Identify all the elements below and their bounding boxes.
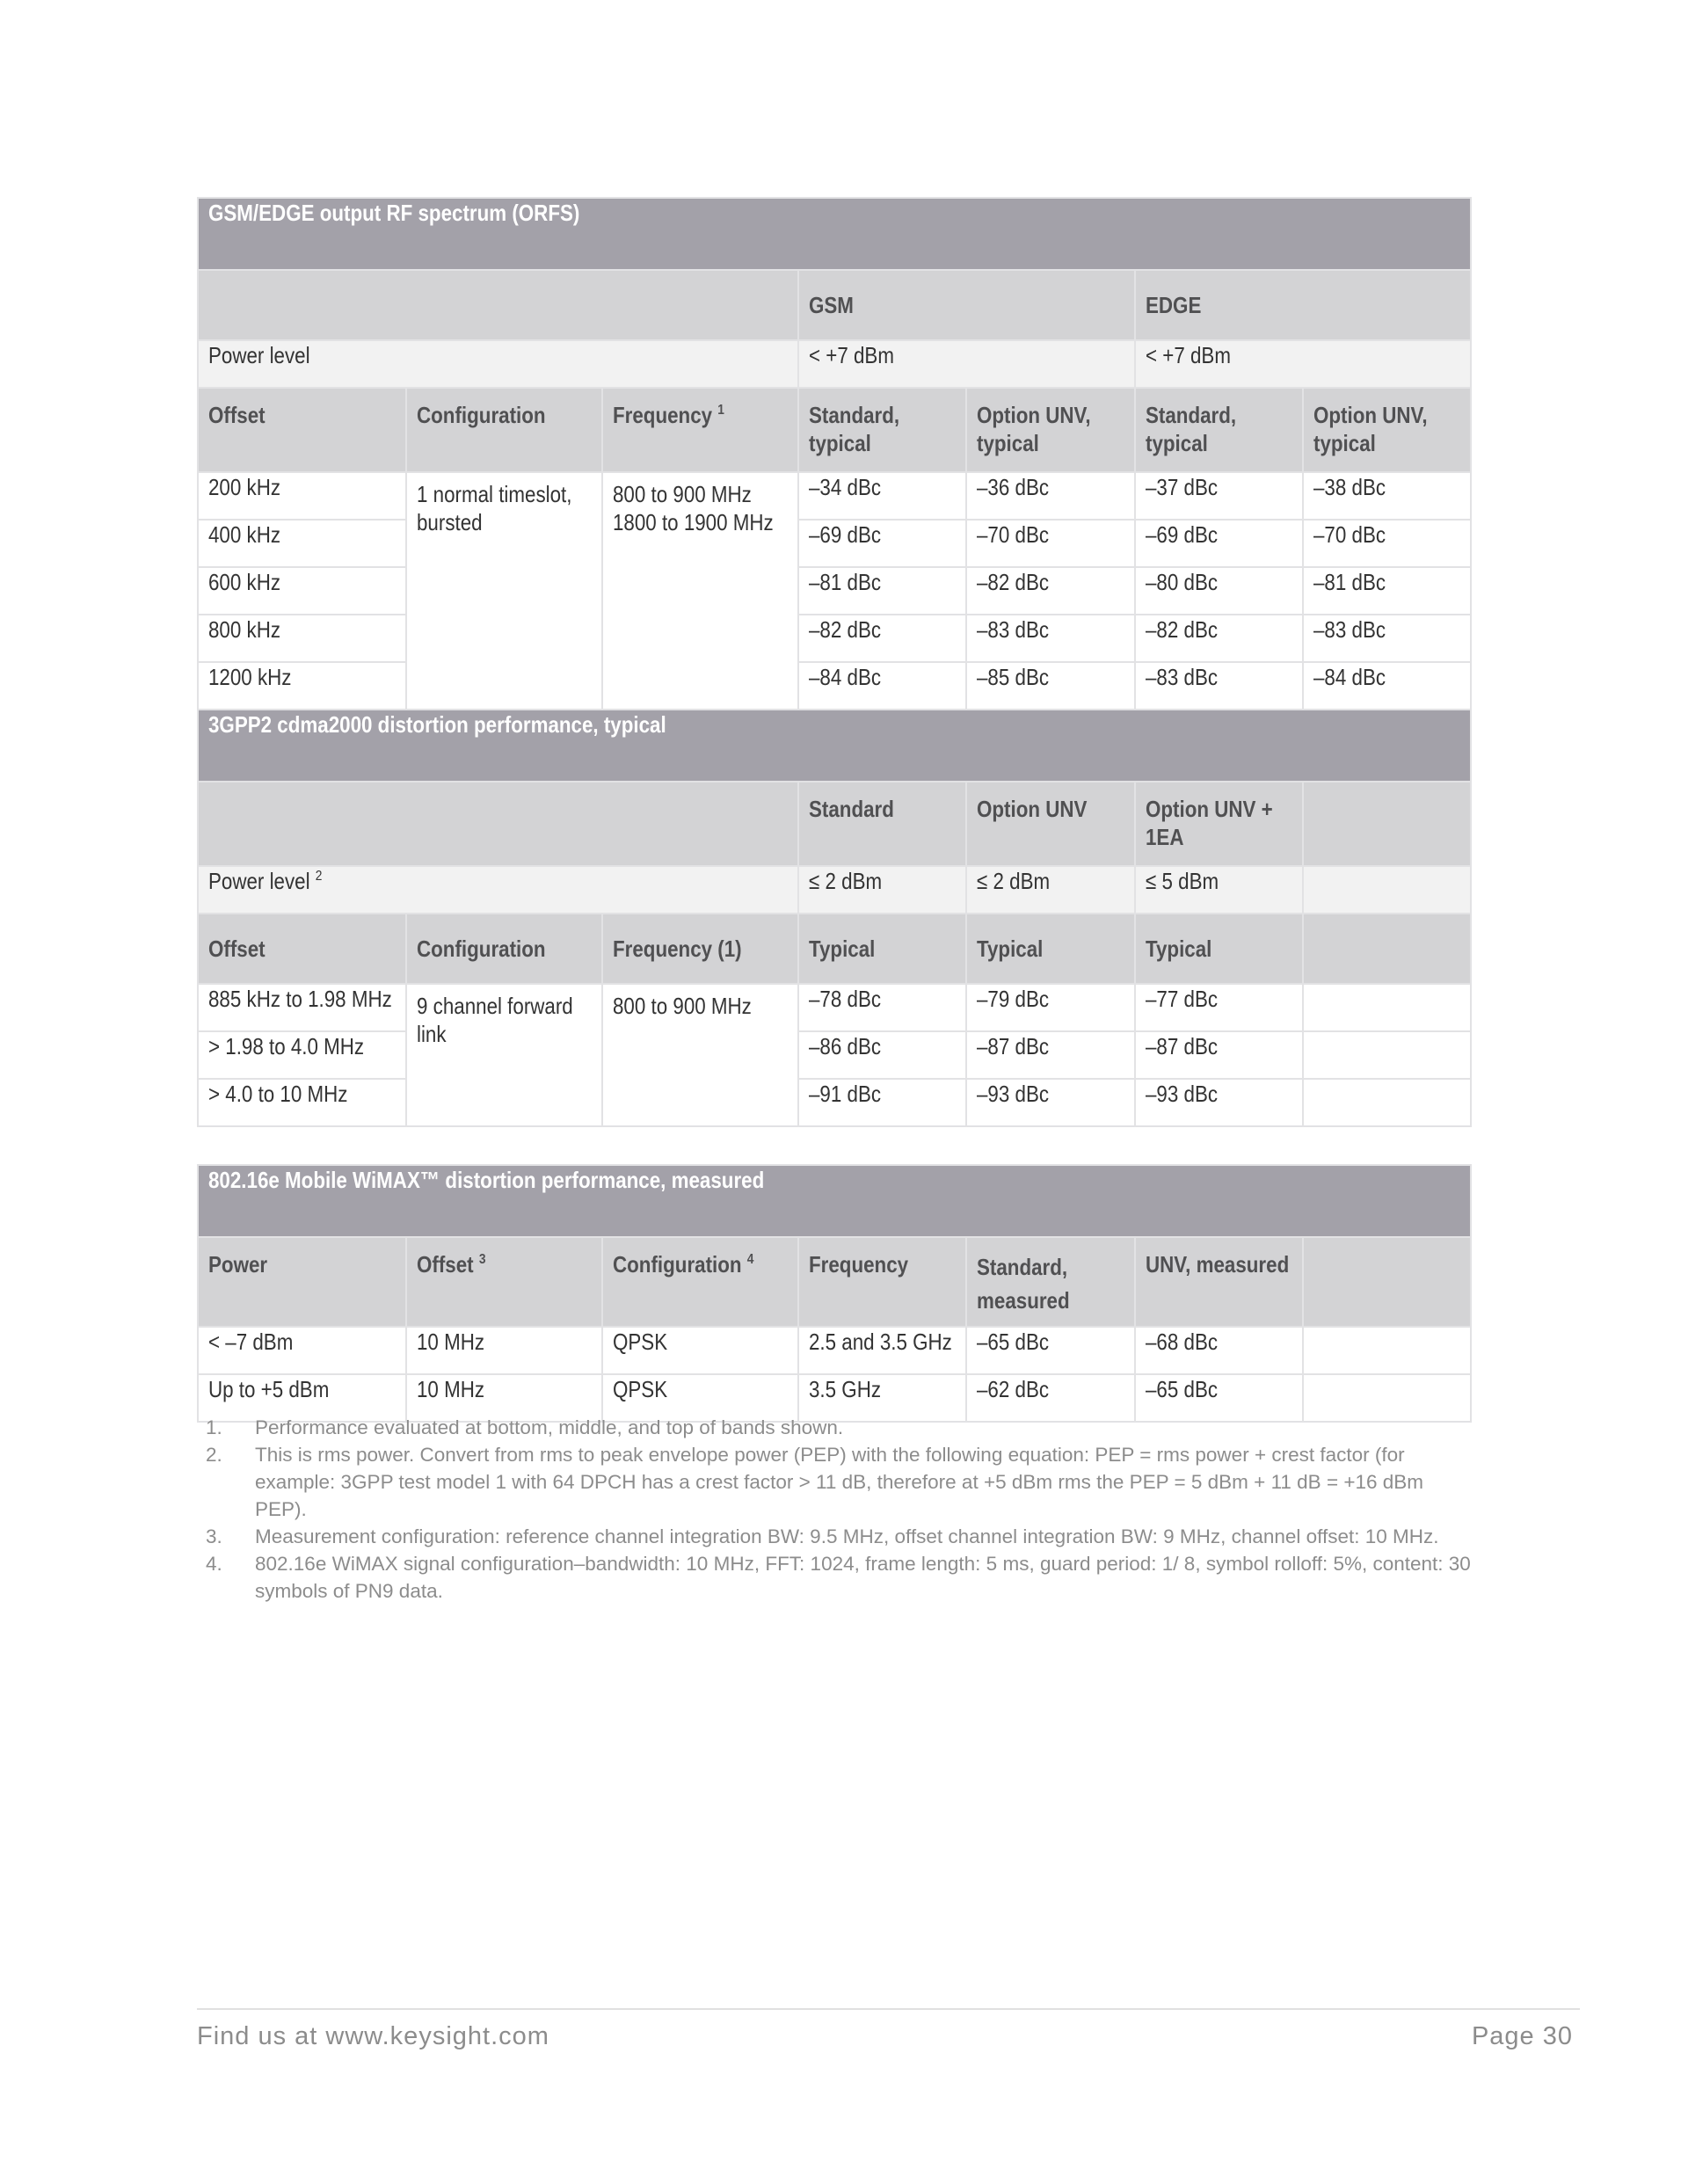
wimax-title-row — [198, 1165, 1471, 1237]
offset-cell: 885 kHz to 1.98 MHz — [208, 986, 392, 1012]
frequency-cell: 800 to 900 MHz 1800 to 1900 MHz — [613, 481, 774, 535]
wimax-spec-table — [197, 1164, 1472, 1423]
configuration-cell: 1 normal timeslot, bursted — [417, 481, 572, 535]
column-header: Standard, typical — [809, 402, 900, 456]
edge-group-header: EDGE — [1146, 292, 1202, 318]
gsm-table-title: GSM/EDGE output RF spectrum (ORFS) — [208, 200, 580, 226]
page-number: Page 30 — [1471, 2022, 1573, 2050]
value-cell: –81 dBc — [1313, 569, 1386, 595]
offset-cell: 400 kHz — [208, 521, 281, 548]
value-cell: –83 dBc — [977, 616, 1050, 643]
table-row — [198, 1031, 1471, 1079]
footnote-number: 3. — [206, 1525, 222, 1547]
value-cell: –34 dBc — [809, 474, 882, 500]
wimax-column-header-row — [198, 1237, 1471, 1327]
footnote-item — [197, 1414, 1481, 1441]
value-cell: –87 dBc — [1146, 1033, 1219, 1059]
column-header: Frequency — [809, 1251, 909, 1278]
footnote-ref: 2 — [315, 869, 323, 884]
gsm-power-row — [198, 340, 1471, 388]
configuration-cell: QPSK — [613, 1376, 668, 1402]
value-cell: –85 dBc — [977, 664, 1050, 690]
column-header: Frequency (1) — [613, 935, 742, 962]
footnote-ref: 3 — [478, 1252, 486, 1267]
column-header-offset: Offset $^3$ — [417, 1251, 486, 1278]
value-cell: –93 dBc — [1146, 1081, 1219, 1107]
value-cell: –65 dBc — [977, 1329, 1050, 1355]
value-cell: –70 dBc — [977, 521, 1050, 548]
footnote-text: 802.16e WiMAX signal configuration–bandwidth: 10 MHz, FFT: 1024, frame length: 5 ms, guard period: 1/ 8, symbol rolloff: 5%, content: 30 symbols of PN9 data. — [255, 1553, 1471, 1602]
cdma-table-title: 3GPP2 cdma2000 distortion performance, typical — [208, 711, 666, 738]
offset-cell: > 1.98 to 4.0 MHz — [208, 1033, 365, 1059]
column-header: Power — [208, 1251, 268, 1278]
gsm-column-header-row — [198, 388, 1471, 472]
value-cell: –84 dBc — [1313, 664, 1386, 690]
table-row — [198, 1327, 1471, 1374]
frequency-cell: 3.5 GHz — [809, 1376, 882, 1402]
column-header: UNV, measured — [1146, 1251, 1290, 1278]
gsm-group-header: GSM — [809, 292, 854, 318]
value-cell: –93 dBc — [977, 1081, 1050, 1107]
gsm-title-row — [198, 198, 1471, 270]
power-cell: Up to +5 dBm — [208, 1376, 330, 1402]
configuration-cell: QPSK — [613, 1329, 668, 1355]
column-header: Option UNV, typical — [1313, 402, 1428, 456]
offset-cell: 10 MHz — [417, 1376, 485, 1402]
footnotes — [197, 1414, 1481, 1605]
value-cell: –78 dBc — [809, 986, 882, 1012]
footnote-number: 4. — [206, 1553, 222, 1575]
column-header: Offset — [208, 402, 266, 428]
gsm-cdma-spec-table — [197, 197, 1472, 1127]
value-cell: –37 dBc — [1146, 474, 1219, 500]
power-value: ≤ 2 dBm — [977, 868, 1051, 894]
table-row — [198, 984, 1471, 1031]
value-cell: –81 dBc — [809, 569, 882, 595]
value-cell: –91 dBc — [809, 1081, 882, 1107]
table-row — [198, 662, 1471, 710]
cdma-column-header-row — [198, 914, 1471, 984]
column-header: Option UNV, typical — [977, 402, 1091, 456]
footnote-item — [197, 1550, 1481, 1605]
value-cell: –87 dBc — [977, 1033, 1050, 1059]
value-cell: –38 dBc — [1313, 474, 1386, 500]
value-cell: –83 dBc — [1146, 664, 1219, 690]
column-header: Standard, typical — [1146, 402, 1237, 456]
frequency-cell: 2.5 and 3.5 GHz — [809, 1329, 952, 1355]
column-header: Standard, measured — [977, 1254, 1070, 1314]
footnote-ref: 1 — [717, 403, 724, 418]
column-header-configuration: Configuration $^4$ — [613, 1251, 754, 1278]
edge-power-value: < +7 dBm — [1146, 342, 1231, 368]
column-header: Typical — [1146, 935, 1212, 962]
value-cell: –82 dBc — [1146, 616, 1219, 643]
column-header: Typical — [809, 935, 876, 962]
footnote-number: 1. — [206, 1416, 222, 1438]
power-value: ≤ 5 dBm — [1146, 868, 1219, 894]
footnote-ref: 4 — [746, 1252, 754, 1267]
column-header: Configuration — [417, 935, 546, 962]
cdma-group-header-row — [198, 782, 1471, 866]
column-header: Offset — [208, 935, 266, 962]
cdma-power-label: Power level $^2$ — [208, 868, 323, 894]
footer-website-link[interactable]: Find us at www.keysight.com — [197, 2022, 549, 2050]
value-cell: –68 dBc — [1146, 1329, 1219, 1355]
frequency-cell: 800 to 900 MHz — [613, 993, 752, 1019]
value-cell: –69 dBc — [1146, 521, 1219, 548]
footnote-text: Performance evaluated at bottom, middle, and top of bands shown. — [255, 1416, 844, 1438]
table-row — [198, 520, 1471, 567]
offset-cell: 1200 kHz — [208, 664, 292, 690]
gsm-power-value: < +7 dBm — [809, 342, 894, 368]
column-group-header: Option UNV — [977, 796, 1088, 822]
power-cell: < –7 dBm — [208, 1329, 294, 1355]
value-cell: –82 dBc — [977, 569, 1050, 595]
footnote-item — [197, 1441, 1481, 1523]
footnote-text: Measurement configuration: reference channel integration BW: 9.5 MHz, offset channel integration BW: 9 MHz, channel offset: 10 MHz. — [255, 1525, 1439, 1547]
column-group-header: Standard — [809, 796, 894, 822]
footer-divider — [197, 2008, 1580, 2010]
footnote-item — [197, 1523, 1481, 1550]
column-header-frequency: Frequency $^1$ — [613, 402, 724, 428]
value-cell: –62 dBc — [977, 1376, 1050, 1402]
table-row — [198, 472, 1471, 520]
value-cell: –70 dBc — [1313, 521, 1386, 548]
offset-cell: > 4.0 to 10 MHz — [208, 1081, 348, 1107]
value-cell: –77 dBc — [1146, 986, 1219, 1012]
value-cell: –65 dBc — [1146, 1376, 1219, 1402]
configuration-cell: 9 channel forward link — [417, 993, 573, 1047]
cdma-title-row — [198, 710, 1471, 782]
value-cell: –69 dBc — [809, 521, 882, 548]
table-row — [198, 567, 1471, 615]
value-cell: –79 dBc — [977, 986, 1050, 1012]
offset-cell: 10 MHz — [417, 1329, 485, 1355]
table-row — [198, 615, 1471, 662]
power-value: ≤ 2 dBm — [809, 868, 883, 894]
value-cell: –82 dBc — [809, 616, 882, 643]
value-cell: –80 dBc — [1146, 569, 1219, 595]
footnote-number: 2. — [206, 1444, 222, 1466]
footnote-text: This is rms power. Convert from rms to peak envelope power (PEP) with the following equation: PEP = rms power + crest factor (for example: 3GPP test model 1 with 64 DPCH has a crest factor > 11 dB, therefore at +5 dBm rms the PEP = 5 dBm + 11 dB = +16 dBm PEP). — [255, 1444, 1424, 1520]
value-cell: –84 dBc — [809, 664, 882, 690]
cdma-power-row — [198, 866, 1471, 914]
gsm-group-header-row — [198, 270, 1471, 340]
column-header: Typical — [977, 935, 1044, 962]
value-cell: –83 dBc — [1313, 616, 1386, 643]
column-header: Configuration — [417, 402, 546, 428]
table-row — [198, 1079, 1471, 1126]
offset-cell: 600 kHz — [208, 569, 281, 595]
column-group-header: Option UNV + 1EA — [1146, 796, 1273, 850]
offset-cell: 200 kHz — [208, 474, 281, 500]
value-cell: –86 dBc — [809, 1033, 882, 1059]
value-cell: –36 dBc — [977, 474, 1050, 500]
offset-cell: 800 kHz — [208, 616, 281, 643]
wimax-table-title: 802.16e Mobile WiMAX™ distortion performance, measured — [208, 1167, 765, 1193]
gsm-power-label: Power level — [208, 342, 310, 368]
